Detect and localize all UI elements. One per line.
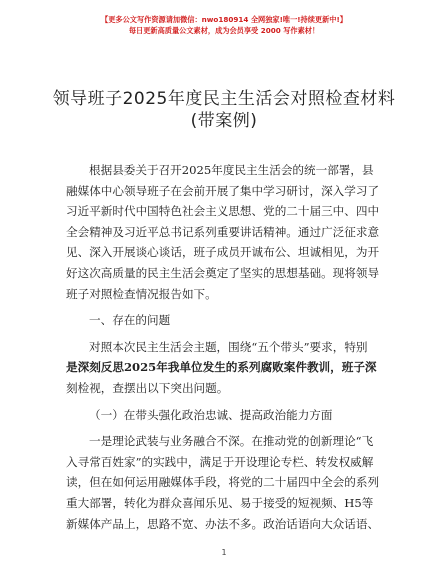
section-heading: 一、存在的问题	[89, 313, 171, 328]
subsection-paragraph	[66, 431, 382, 534]
text-line: 根据县委关于召开2025年度民主生活会的统一部署，县	[89, 163, 374, 177]
title-line-1: 领导班子2025年度民主生活会对照检查材料	[52, 89, 396, 109]
document-title	[0, 88, 448, 132]
text-line: 全会精神及习近平总书记系列重要讲话精神。通过广泛征求意	[66, 224, 380, 239]
text-line: 班子对照检查情况报告如下。	[66, 286, 217, 301]
title-line-2: (带案例)	[190, 111, 258, 131]
text-line: 一是理论武装与业务融合不深。在推动党的创新理论“飞	[89, 434, 374, 449]
banner-line-2: 每日更新高质量公文素材，成为会员享受 2000 写作素材！	[128, 26, 320, 35]
text-line: 读，但在如何运用融媒体手段，将党的二十届四中全会的系列	[66, 475, 380, 490]
text-line: 好这次高质量的民主生活会奠定了坚实的思想基础。现将领导	[66, 265, 380, 280]
text-line: 见、深入开展谈心谈话，班子成员开诚布公、坦诚相见，为开	[66, 245, 380, 260]
text-line: 是深刻反思2025年我单位发生的系列腐败案件教训，班子深	[66, 360, 377, 375]
text-line: 融媒体中心领导班子在会前开展了集中学习研讨，深入学习了	[66, 183, 380, 198]
page-number: 1	[221, 548, 227, 557]
document-body	[66, 160, 382, 534]
text-line: 入寻常百姓家”的实践中，满足于开设理论专栏、转发权威解	[66, 454, 374, 469]
subsection-heading: （一）在带头强化政治忠诚、提高政治能力方面	[89, 407, 333, 422]
banner-line-1: 【更多公文写作资源请加微信：nwo180914 全网独家!唯一!持续更新中!】	[101, 15, 347, 24]
promo-banner	[0, 14, 448, 36]
section-paragraph	[66, 337, 382, 399]
text-line: 刻检视，查摆出以下突出问题。	[66, 380, 229, 395]
intro-paragraph	[66, 160, 382, 304]
text-line: 对照本次民主生活会主题，围绕“五个带头”要求，特别	[89, 339, 368, 354]
text-line: 习近平新时代中国特色社会主义思想、党的二十届三中、四中	[66, 204, 380, 219]
text-line: 重大部署，转化为群众喜闻乐见、易于接受的短视频、H5等	[66, 495, 374, 510]
text-line: 新媒体产品上，思路不宽、办法不多。政治话语向大众话语、	[66, 516, 380, 531]
